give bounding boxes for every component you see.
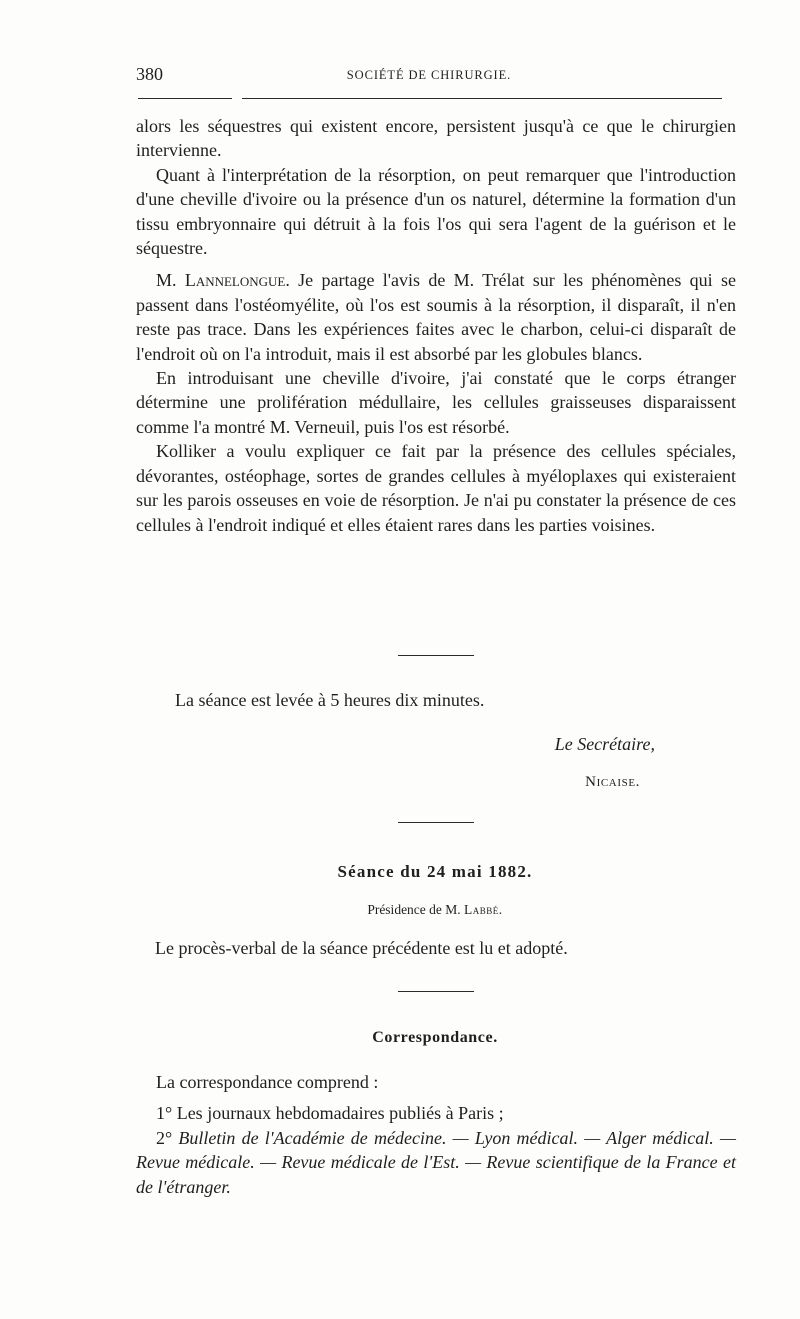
header-rule-right (242, 98, 722, 99)
signature-role: Le Secrétaire, (554, 734, 655, 754)
correspondance-body (136, 1070, 736, 1200)
session-title: Séance du 24 mai 1882. (337, 862, 533, 881)
paragraph-continuation: alors les séquestres qui existent encore, persistent jusqu'à ce que le chirurgien intervienne. (136, 116, 736, 161)
body-text-block (136, 114, 736, 537)
signature-name: Nicaise. (585, 774, 640, 790)
correspondance-intro: La correspondance comprend : (156, 1072, 379, 1092)
paragraph-cheville: En introduisant une cheville d'ivoire, j'ai constaté que le corps étranger détermine une prolifération médullaire, les cellules graisseuses disparaissent comme l'a montré M. Verneuil, puis l'os est résorbé. (136, 368, 736, 437)
section-divider (398, 991, 474, 992)
closing-statement: La séance est levée à 5 heures dix minutes. (175, 690, 485, 710)
correspondance-title: Correspondance. (372, 1029, 498, 1046)
running-head (136, 64, 722, 88)
section-divider (398, 822, 474, 823)
item-2-journals: Bulletin de l'Académie de médecine. — Lyon médical. — Alger médical. — Revue médicale. — Revue médicale de l'Est. — Revue scientifique de la France et de l'étranger. (136, 1127, 736, 1198)
item-2-number: 2° (156, 1127, 179, 1148)
speaker-name: M. Lannelongue. (156, 270, 290, 291)
correspondance-item-1: 1° Les journaux hebdomadaires publiés à Paris ; (156, 1102, 504, 1123)
speaker-text: Je partage l'avis de M. Trélat sur les phénomènes qui se passent dans l'ostéomyélite, où l'os est soumis à la résorption, il disparaît, il n'en reste pas trace. Dans les expériences faites avec le charbon, celui-ci disparaît de l'endroit où on l'a introduit, mais il est absorbé par les globules blancs. (136, 270, 736, 364)
page-number: 380 (136, 64, 163, 84)
correspondance-item-2 (136, 1126, 736, 1200)
paragraph-kolliker: Kolliker a voulu expliquer ce fait par la présence des cellules spéciales, dévorantes, ostéophage, sortes de grandes cellules à myéloplaxes qui existeraient sur les parois osseuses en voie de résorption. Je n'ai pu constater la présence de ces cellules à l'endroit indiqué et elles étaient rares dans les parties voisines. (136, 441, 736, 535)
section-divider (398, 655, 474, 656)
proces-verbal: Le procès-verbal de la séance précédente est lu et adopté. (155, 938, 568, 958)
header-rule-left (138, 98, 232, 99)
president-name: Labbé. (464, 902, 503, 917)
paragraph-lannelongue (136, 268, 736, 366)
presidence-line (0, 902, 800, 918)
running-title: SOCIÉTÉ DE CHIRURGIE. (346, 68, 512, 82)
paragraph-resorption: Quant à l'interprétation de la résorption, on peut remarquer que l'introduction d'une cheville d'ivoire ou la présence d'un os naturel, détermine la formation d'un tissu embryonnaire qui détruit à la fois l'os qui sera l'agent de la guérison et le séquestre. (136, 164, 736, 259)
presidence-prefix: Présidence de M. (367, 902, 465, 917)
